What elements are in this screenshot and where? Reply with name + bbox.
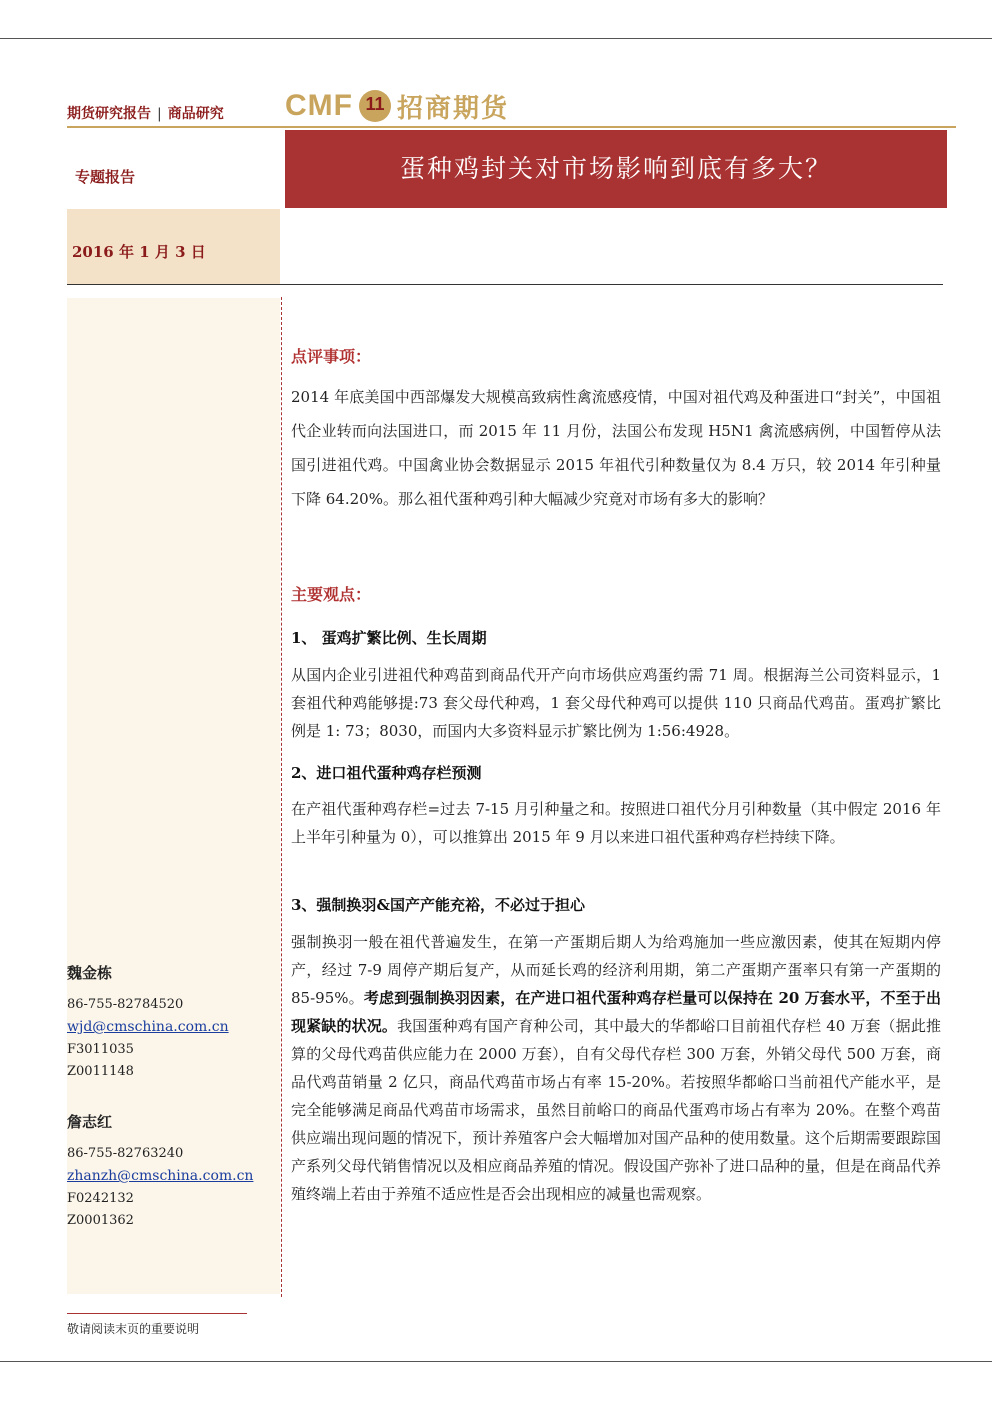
category-separator: | [157,106,162,122]
company-logo [285,88,509,124]
author-name: 詹志红 [67,1113,113,1131]
category-label: 期货研究报告 [67,106,151,122]
logo-emblem-icon [359,90,391,122]
comment-heading: 点评事项： [291,347,372,366]
date-rule [67,284,943,285]
report-category [67,103,224,123]
author-email-link[interactable]: wjd@cmschina.com.cn [67,1019,229,1035]
author-email-link[interactable]: zhanzh@cmschina.com.cn [67,1168,254,1184]
footer-disclaimer-note: 敬请阅读末页的重要说明 [67,1322,200,1336]
main-points-heading: 主要观点： [291,585,372,604]
point3-title: 3、强制换羽&国产产能充裕，不必过于担心 [291,896,585,914]
author-phone: 86-755-82763240 [67,1146,184,1161]
author-name: 魏金栋 [67,964,113,982]
point2-title: 2、进口祖代蛋种鸡存栏预测 [291,764,482,782]
column-divider [281,297,282,1297]
point2-paragraph: 在产祖代蛋种鸡存栏=过去 7-15 月引种量之和。按照进口祖代分月引种数量（其中假定 2016 年上半年引种量为 0），可以推算出 2015 年 9 月以来进口祖代蛋种鸡存栏持续下降。 [291,800,941,846]
subcategory-label: 商品研究 [167,106,224,122]
point3-text-bold: 考虑到强制换羽因素，在产进口祖代蛋种鸡存栏量可以保持在 20 万套水平，不至于出现紧缺的状况。 [291,989,941,1035]
author-license-id: Z0011148 [67,1064,134,1079]
author-card [67,1111,253,1232]
logo-chinese-name: 招商期货 [396,93,509,124]
author-card [67,962,229,1083]
author-license-id: Z0001362 [67,1213,134,1228]
report-type: 专题报告 [75,168,136,186]
author-phone: 86-755-82784520 [67,997,184,1012]
point3-text-a: 强制换羽一般在祖代普遍发生，在第一产蛋期后期人为给鸡施加一些应激因素，使其在短期内停产，经过 7-9 周停产期后复产，从而延长鸡的经济利用期，第二产蛋期产蛋率只有第一产蛋期的 85-95%。 [291,933,941,1007]
report-title: 蛋种鸡封关对市场影响到底有多大？ [399,154,832,183]
footer-rule [67,1313,247,1314]
comment-paragraph: 2014 年底美国中西部爆发大规模高致病性禽流感疫情，中国对祖代鸡及种蛋进口“封关”，中国祖代企业转而向法国进口，而 2015 年 11 月份，法国公布发现 H5N1 禽流感病例，中国暂停从法国引进祖代鸡。中国禽业协会数据显示 2015 年祖代引种数量仅为 8.4 万只，较 2014 年引种量下降 64.20%。那么祖代蛋种鸡引种大幅减少究竟对市场有多大的影响？ [291,388,941,508]
author-license-id: F3011035 [67,1042,134,1057]
bottom-rule [0,1361,992,1362]
top-rule [0,38,992,39]
logo-cmf-text: CMF [285,89,353,122]
logo-emblem-number: 11 [365,94,385,114]
author-license-id: F0242132 [67,1191,134,1206]
point1-title: 1、 蛋鸡扩繁比例、生长周期 [291,629,487,647]
point3-paragraph [291,928,941,1208]
point1-paragraph: 从国内企业引进祖代种鸡苗到商品代开产向市场供应鸡蛋约需 71 周。根据海兰公司资料显示，1 套祖代种鸡能够提:73 套父母代种鸡，1 套父母代种鸡可以提供 110 只商品代鸡苗。蛋鸡扩繁比例是 1: 73；8030，而国内大多资料显示扩繁比例为 1:56:4928。 [291,666,941,740]
report-date: 2016 年 1 月 3 日 [72,243,206,261]
point3-text-c: 我国蛋种鸡有国产育种公司，其中最大的华都峪口目前祖代存栏 40 万套（据此推算的父母代鸡苗供应能力在 2000 万套），自有父母代存栏 300 万套，外销父母代 500 万套，商品代鸡苗销量 2 亿只，商品代鸡苗市场占有率 15-20%。若按照华都峪口当前祖代产能水平，是完全能够满足商品代鸡苗市场需求，虽然目前峪口的商品代蛋鸡市场占有率为 20%。在整个鸡苗供应端出现问题的情况下，预计养殖客户会大幅增加对国产品种的使用数量。这个后期需要跟踪国产系列父母代销售情况以及相应商品养殖的情况。假设国产弥补了进口品种的量，但是在商品代养殖终端上若由于养殖不适应性是否会出现相应的减量也需观察。 [291,1017,941,1203]
